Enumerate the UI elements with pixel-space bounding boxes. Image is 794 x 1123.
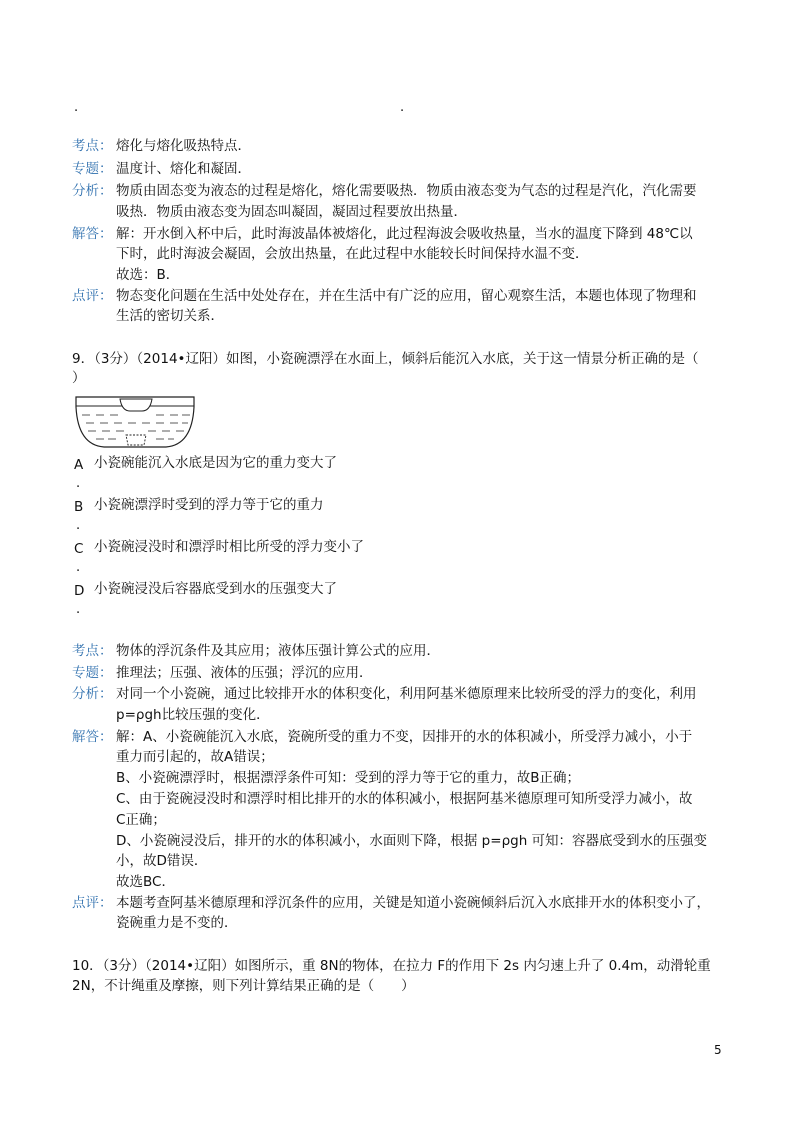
jieda-text-line: 解：开水倒入杯中后，此时海波晶体被熔化，此过程海波会吸收热量，当水的温度下降到 48℃以 xyxy=(116,226,693,242)
jieda-label: 解答： xyxy=(72,729,113,745)
jieda-text-line: C正确； xyxy=(116,812,166,828)
dianping-text-line: 生活的密切关系． xyxy=(116,308,224,324)
kaodian-label: 考点： xyxy=(72,138,113,154)
zhuanti-label: 专题： xyxy=(72,161,113,177)
option-letter: D xyxy=(74,583,85,599)
option-dot: . xyxy=(76,518,81,533)
option-dot: . xyxy=(76,560,81,575)
jieda-text-line: 重力而引起的，故A错误； xyxy=(116,749,274,765)
dianping-text-line: 物态变化问题在生活中处处存在，并在生活中有广泛的应用，留心观察生活，本题也体现了物理和 xyxy=(116,288,697,304)
option-c-text: 小瓷碗浸没时和漂浮时相比所受的浮力变小了 xyxy=(94,539,364,555)
jieda-text-line: 下时，此时海波会凝固，会放出热量，在此过程中水能较长时间保持水温不变． xyxy=(116,246,589,262)
option-letter: A xyxy=(74,457,84,473)
dianping-text-line: 本题考查阿基米德原理和浮沉条件的应用，关键是知道小瓷碗倾斜后沉入水底排开水的体积变小了， xyxy=(116,895,710,911)
fenxi-text-line: 吸热．物质由液态变为固态叫凝固，凝固过程要放出热量． xyxy=(116,204,467,220)
question-stem-line: 10．（3分）（2014•辽阳）如图所示，重 8N的物体，在拉力 F的作用下 2s 内匀速上升了 0.4m，动滑轮重 xyxy=(72,958,711,974)
jieda-text-line: 故选：B． xyxy=(116,267,180,283)
stray-dot: . xyxy=(74,100,79,115)
option-d-text: 小瓷碗浸没后容器底受到水的压强变大了 xyxy=(94,581,337,597)
option-dot: . xyxy=(76,476,81,491)
fenxi-label: 分析： xyxy=(72,686,113,702)
zhuanti-label: 专题： xyxy=(72,665,113,681)
jieda-text-line: D、小瓷碗浸没后，排开的水的体积减小，水面则下降，根据 p=ρgh 可知：容器底受到水的压强变 xyxy=(116,833,708,849)
question-stem-line: 9．（3分）（2014•辽阳）如图，小瓷碗漂浮在水面上，倾斜后能沉入水底，关于这一情景分析正确的是（ xyxy=(72,351,699,367)
dianping-label: 点评： xyxy=(72,895,113,911)
page-number: 5 xyxy=(714,1043,722,1057)
option-a-text: 小瓷碗能沉入水底是因为它的重力变大了 xyxy=(94,455,337,471)
fenxi-text-line: p=ρgh比较压强的变化． xyxy=(116,707,270,723)
zhuanti-text: 温度计、熔化和凝固． xyxy=(116,161,251,177)
jieda-text-line: C、由于瓷碗浸没时和漂浮时相比排开的水的体积减小，根据阿基米德原理可知所受浮力减小，故 xyxy=(116,791,693,807)
kaodian-text: 物体的浮沉条件及其应用；液体压强计算公式的应用． xyxy=(116,643,440,659)
jieda-text-line: B、小瓷碗漂浮时，根据漂浮条件可知：受到的浮力等于它的重力，故B正确； xyxy=(116,770,581,786)
jieda-text-line: 小，故D错误． xyxy=(116,853,208,869)
zhuanti-text: 推理法；压强、液体的压强；浮沉的应用． xyxy=(116,665,373,681)
option-letter: C xyxy=(74,541,84,557)
dianping-text-line: 瓷碗重力是不变的． xyxy=(116,915,238,931)
fenxi-text-line: 物质由固态变为液态的过程是熔化，熔化需要吸热．物质由液态变为气态的过程是汽化，汽化需要 xyxy=(116,183,697,199)
stray-dot: . xyxy=(400,100,405,115)
option-b-text: 小瓷碗漂浮时受到的浮力等于它的重力 xyxy=(94,497,324,513)
option-letter: B xyxy=(74,499,84,515)
kaodian-label: 考点： xyxy=(72,643,113,659)
jieda-text-line: 解：A、小瓷碗能沉入水底，瓷碗所受的重力不变，因排开的水的体积减小，所受浮力减小，小于 xyxy=(116,729,693,745)
fenxi-text-line: 对同一个小瓷碗，通过比较排开水的体积变化，利用阿基米德原理来比较所受的浮力的变化，利用 xyxy=(116,686,697,702)
question-stem-line: ） xyxy=(72,370,86,386)
jieda-label: 解答： xyxy=(72,226,113,242)
kaodian-text: 熔化与熔化吸热特点． xyxy=(116,138,251,154)
jieda-text-line: 故选BC． xyxy=(116,874,175,890)
dianping-label: 点评： xyxy=(72,288,113,304)
fenxi-label: 分析： xyxy=(72,183,113,199)
bowl-diagram xyxy=(74,393,196,451)
option-dot: . xyxy=(76,602,81,617)
question-stem-line: 2N，不计绳重及摩擦，则下列计算结果正确的是（ ） xyxy=(72,978,415,994)
